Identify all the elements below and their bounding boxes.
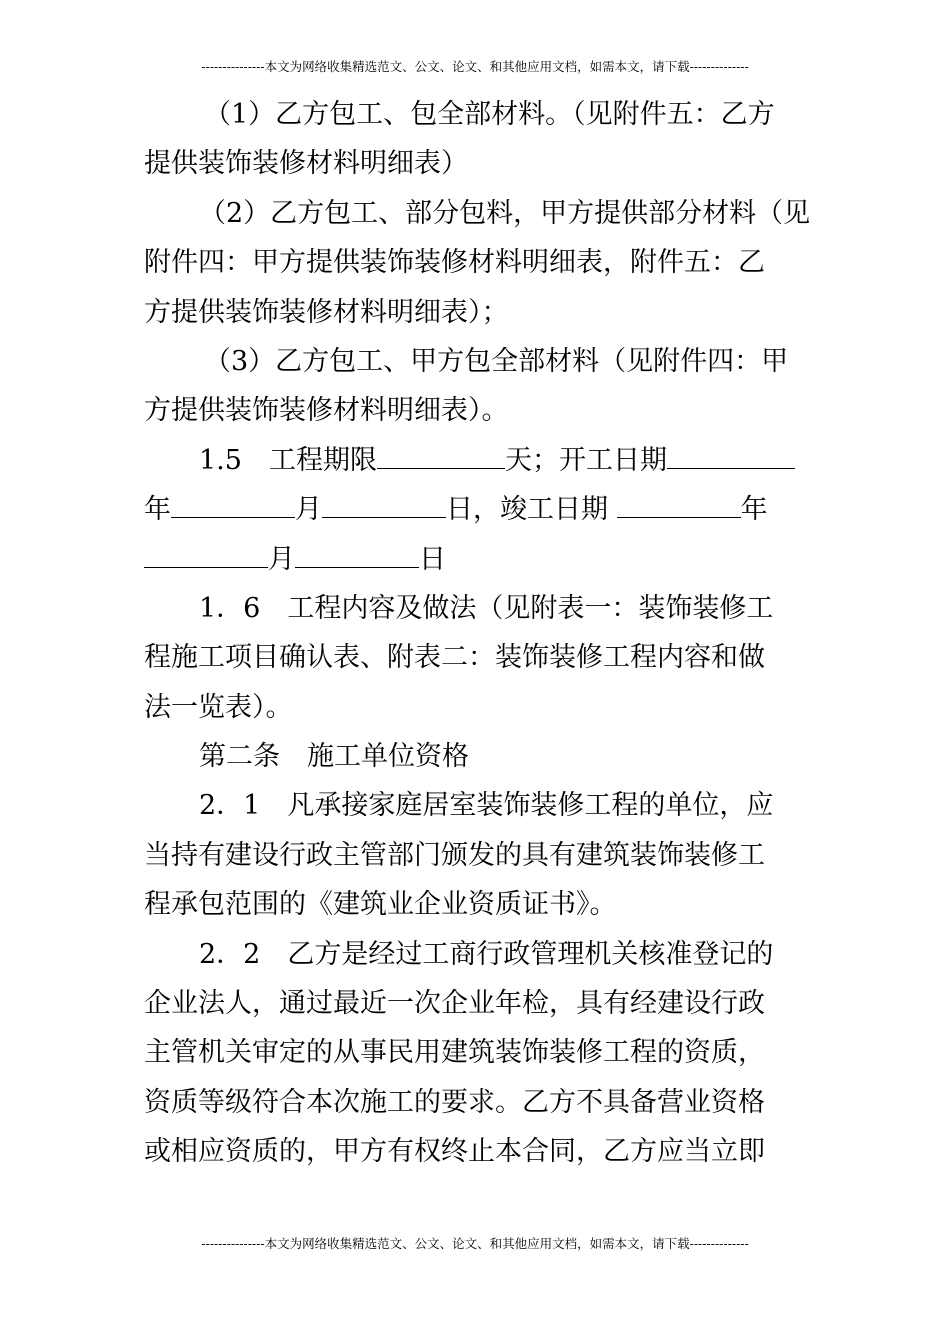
end-year-blank[interactable] [617, 489, 741, 518]
clause-option-3-cont: 方提供装饰装修材料明细表）。 [144, 395, 509, 427]
clause-1-5-line [144, 436, 812, 485]
end-date-label: 日，竣工日期 [446, 494, 617, 526]
clause-option-2: （2）乙方包工、部分包料，甲方提供部分材料（见 [199, 197, 811, 229]
contract-body [144, 90, 812, 1177]
clause-2-1-cont-2: 程承包范围的《建筑业企业资质证书》。 [144, 889, 617, 921]
clause-option-1: （1）乙方包工、包全部材料。（见附件五：乙方 [204, 99, 775, 130]
clause-1-6: 1．6 工程内容及做法（见附表一：装饰装修工 [199, 592, 774, 624]
end-month-blank[interactable] [144, 539, 268, 568]
header-banner: ---------------本文为网络收集精选范文、公文、论文、和其他应用文档，如需本文，请下载-------------- [201, 59, 749, 74]
footer-banner: ---------------本文为网络收集精选范文、公文、论文、和其他应用文档，如需本文，请下载-------------- [201, 1236, 749, 1251]
start-year-blank[interactable] [667, 440, 795, 469]
date-line-1 [144, 485, 812, 534]
clause-2-2: 2．2 乙方是经过工商行政管理机关核准登记的 [199, 938, 774, 970]
clause-2-1: 2．1 凡承接家庭居室装饰装修工程的单位，应 [199, 790, 774, 822]
end-day-blank[interactable] [295, 539, 419, 568]
start-date-label: 天；开工日期 [504, 444, 667, 476]
start-day-blank[interactable] [322, 489, 446, 518]
article-2-heading: 第二条 施工单位资格 [199, 741, 469, 773]
clause-option-3: （3）乙方包工、甲方包全部材料（见附件四：甲 [204, 345, 789, 377]
clause-2-2-cont-2: 主管机关审定的从事民用建筑装饰装修工程的资质， [144, 1037, 765, 1069]
clause-1-6-cont-2: 法一览表）。 [144, 691, 293, 723]
clause-1-5-label: 1.5 工程期限 [199, 444, 377, 476]
clause-option-2-cont-2: 方提供装饰装修材料明细表）； [144, 296, 509, 328]
date-line-2 [144, 535, 812, 584]
year-label: 年 [144, 494, 171, 526]
clause-2-2-cont-1: 企业法人，通过最近一次企业年检，具有经建设行政 [144, 988, 765, 1020]
start-month-blank[interactable] [171, 489, 295, 518]
clause-option-1-cont: 提供装饰装修材料明细表） [144, 148, 468, 180]
clause-2-1-cont-1: 当持有建设行政主管部门颁发的具有建筑装饰装修工 [144, 839, 765, 871]
month-label: 月 [295, 494, 322, 526]
duration-blank[interactable] [377, 440, 505, 469]
clause-1-6-cont-1: 程施工项目确认表、附表二：装饰装修工程内容和做 [144, 642, 765, 674]
clause-2-2-cont-4: 或相应资质的，甲方有权终止本合同，乙方应当立即 [144, 1136, 765, 1168]
end-year-label: 年 [740, 494, 768, 526]
clause-option-2-cont-1: 附件四：甲方提供装饰装修材料明细表，附件五：乙 [144, 247, 765, 279]
end-month-label: 月 [268, 543, 295, 575]
clause-2-2-cont-3: 资质等级符合本次施工的要求。乙方不具备营业资格 [144, 1086, 765, 1118]
end-day-label: 日 [419, 543, 446, 575]
